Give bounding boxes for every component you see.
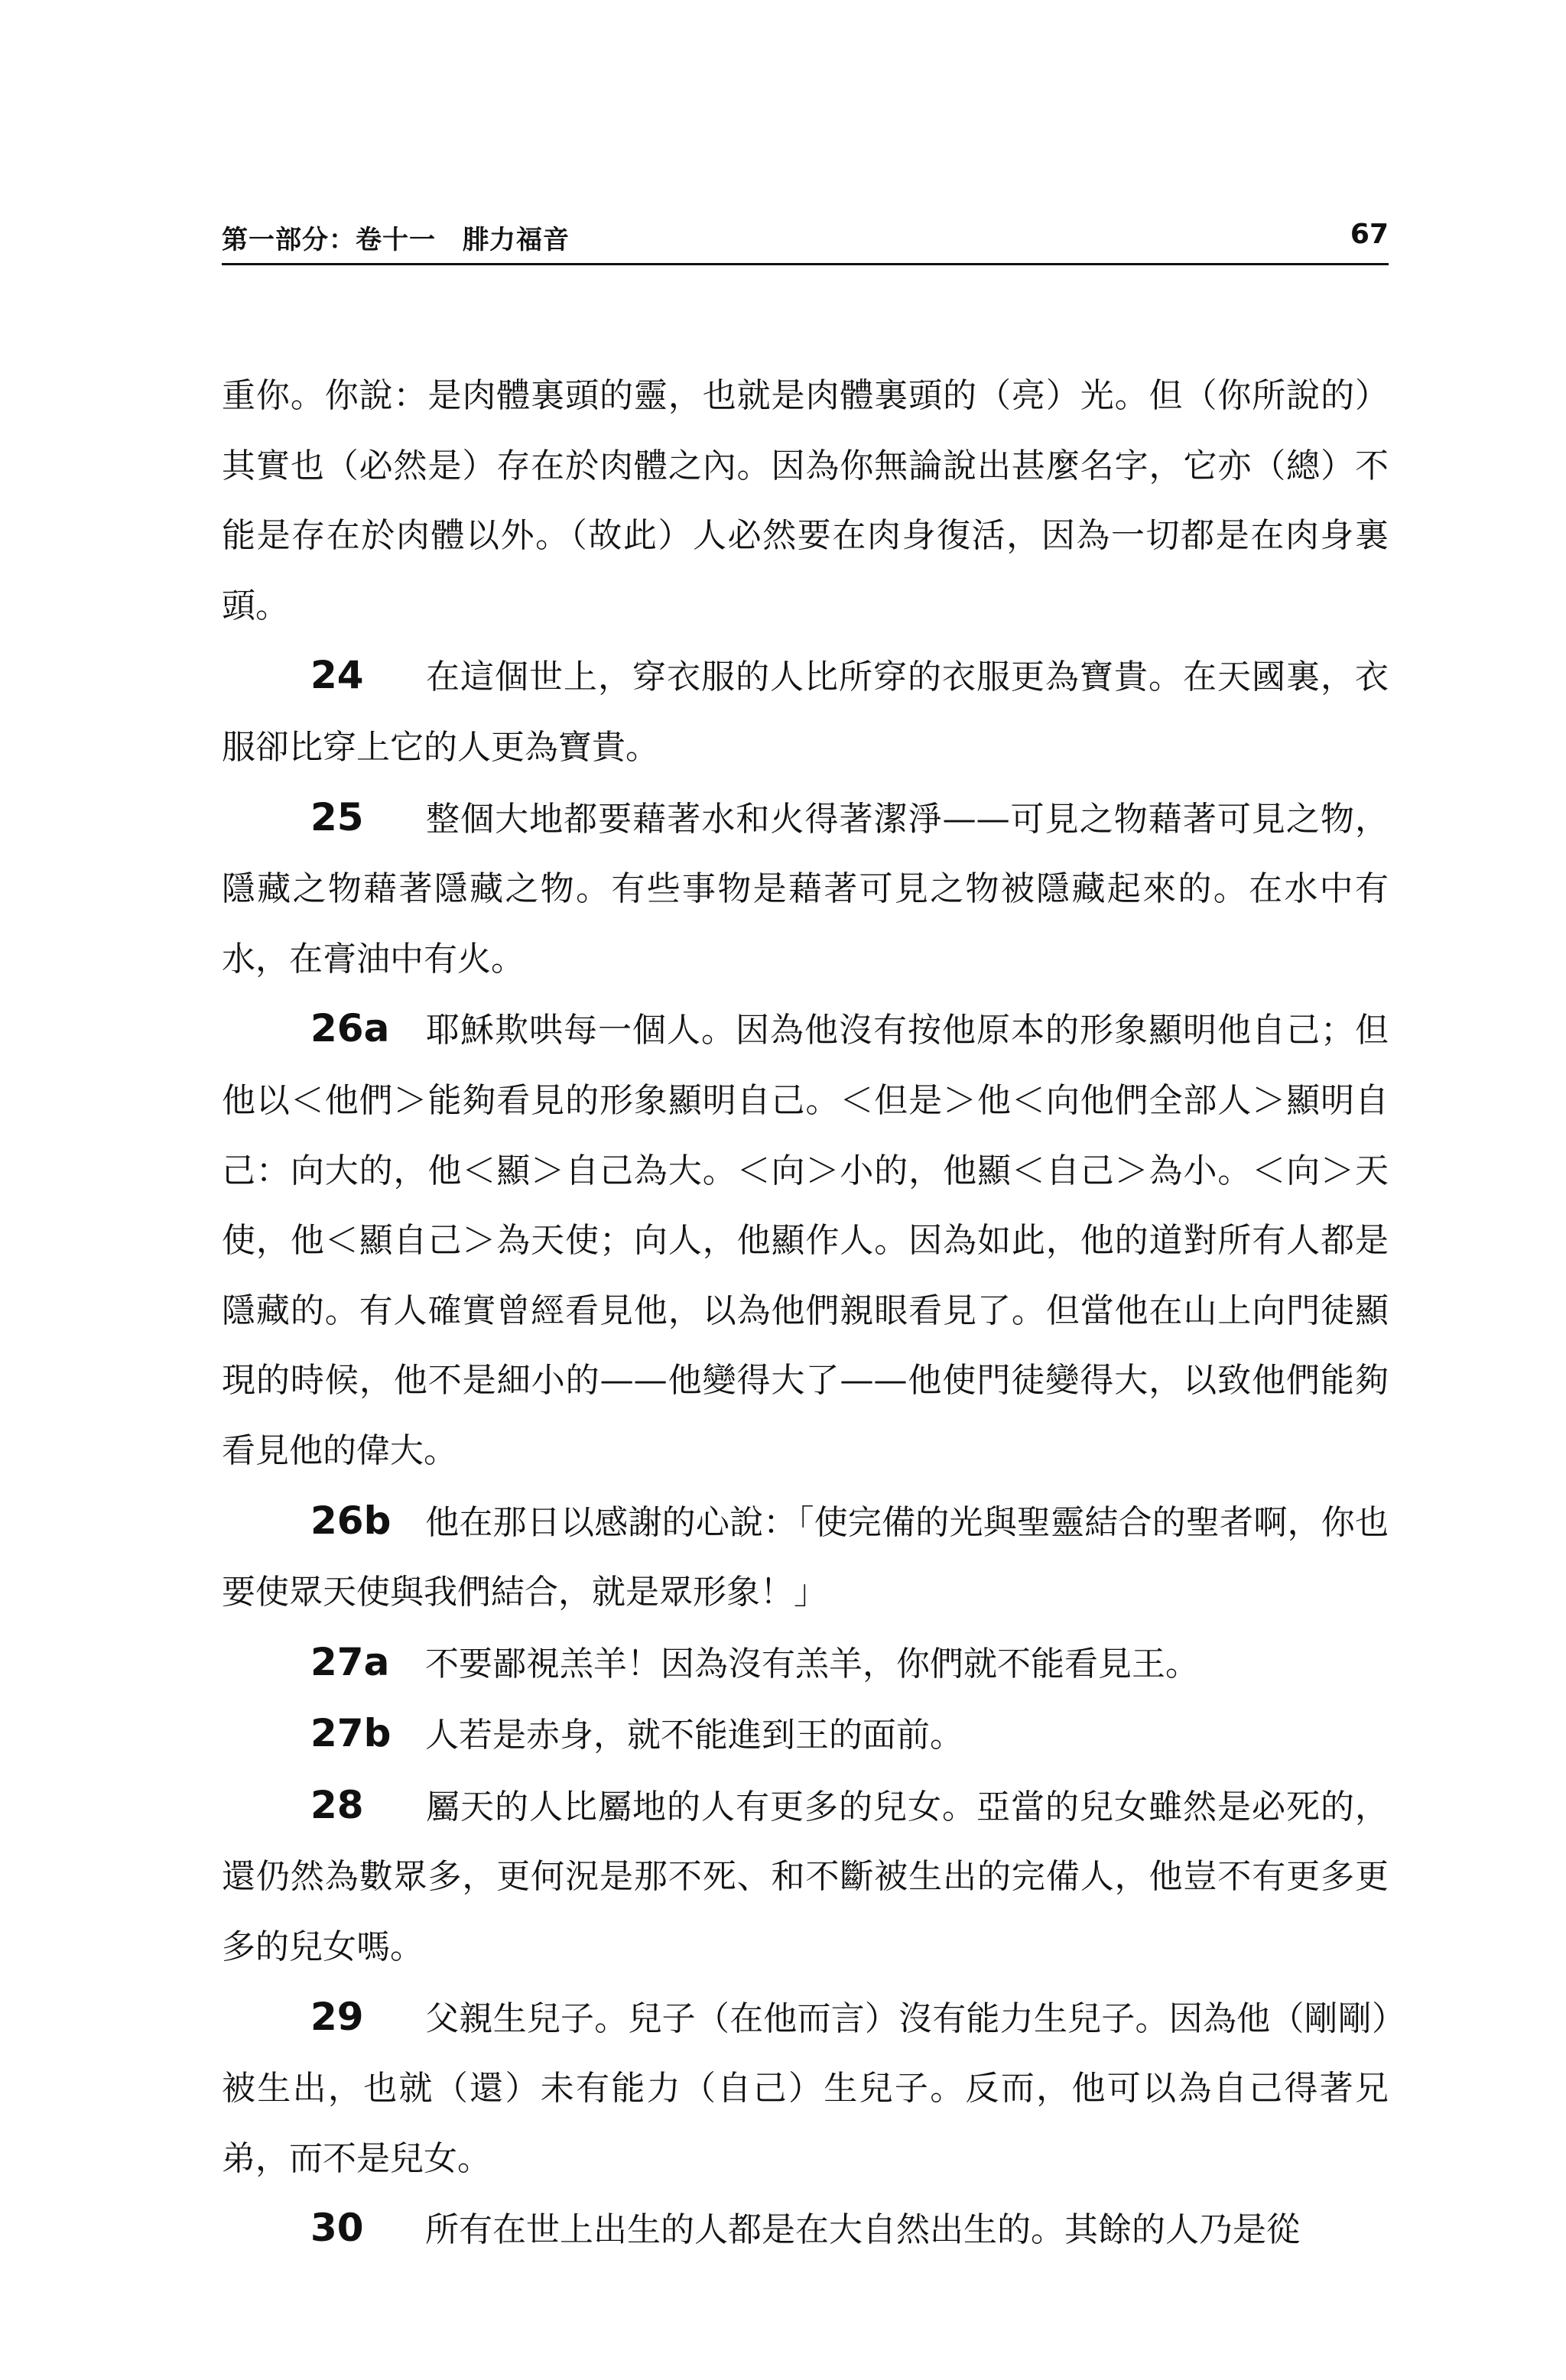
paragraph-text: 不要鄙視羔羊！因為沒有羔羊，你們就不能看見王。	[425, 1644, 1199, 1684]
paragraph-text: 在這個世上，穿衣服的人比所穿的衣服更為寶貴。在天國裏，衣服卻比穿上它的人更為寶貴。	[222, 658, 1389, 767]
paragraph-29	[222, 1982, 1389, 2194]
paragraph-30	[222, 2193, 1389, 2265]
verse-number: 28	[310, 1782, 364, 1827]
paragraph-text: 所有在世上出生的人都是在大自然出生的。其餘的人乃是從	[425, 2210, 1300, 2250]
paragraph-27a	[222, 1628, 1389, 1700]
verse-number: 27b	[310, 1711, 392, 1756]
verse-number: 24	[310, 653, 364, 698]
paragraph-text: 耶穌欺哄每一個人。因為他沒有按他原本的形象顯明他自己；但他以＜他們＞能夠看見的形象顯明自己。＜但是＞他＜向他們全部人＞顯明自己：向大的，他＜顯＞自己為大。＜向＞小的，他顯＜自己＞為小。＜向＞天使，他＜顯自己＞為天使；向人，他顯作人。因為如此，他的道對所有人都是隱藏的。有人確實曾經看見他，以為他們親眼看見了。但當他在山上向門徒顯現的時候，他不是細小的——他變得大了——他使門徒變得大，以致他們能夠看見他的偉大。	[222, 1011, 1389, 1470]
paragraph-text: 他在那日以感謝的心說：「使完備的光與聖靈結合的聖者啊，你也要使眾天使與我們結合，就是眾形象！」	[222, 1502, 1389, 1612]
body-text	[222, 361, 1389, 2265]
paragraph-text: 父親生兒子。兒子（在他而言）沒有能力生兒子。因為他（剛剛）被生出，也就（還）未有能力（自己）生兒子。反而，他可以為自己得著兄弟，而不是兒女。	[222, 1998, 1389, 2178]
paragraph-24	[222, 641, 1389, 782]
paragraph-25	[222, 783, 1389, 995]
paragraph-27b	[222, 1699, 1389, 1771]
verse-number: 26a	[310, 1006, 390, 1051]
verse-number: 25	[310, 794, 364, 839]
paragraph-text: 重你。你說：是肉體裏頭的靈，也就是肉體裏頭的（亮）光。但（你所說的）其實也（必然是）存在於肉體之內。因為你無論說出甚麼名字，它亦（總）不能是存在於肉體以外。（故此）人必然要在肉身復活，因為一切都是在肉身裏頭。	[222, 376, 1389, 625]
verse-number: 26b	[310, 1498, 392, 1543]
page-number: 67	[1350, 219, 1389, 250]
paragraph-26a	[222, 994, 1389, 1485]
paragraph-26b	[222, 1486, 1389, 1628]
verse-number: 29	[310, 1994, 364, 2039]
running-header-title: 第一部分：卷十一 腓力福音	[222, 225, 570, 255]
page-header	[222, 219, 1389, 265]
paragraph-continued	[222, 361, 1389, 641]
verse-number: 27a	[310, 1639, 390, 1684]
paragraph-text: 整個大地都要藉著水和火得著潔淨——可見之物藉著可見之物，隱藏之物藉著隱藏之物。有些事物是藉著可見之物被隱藏起來的。在水中有水，在膏油中有火。	[222, 799, 1389, 979]
paragraph-28	[222, 1771, 1389, 1982]
paragraph-text: 屬天的人比屬地的人有更多的兒女。亞當的兒女雖然是必死的，還仍然為數眾多，更何況是那不死、和不斷被生出的完備人，他豈不有更多更多的兒女嗎。	[222, 1787, 1389, 1967]
paragraph-text: 人若是赤身，就不能進到王的面前。	[425, 1716, 963, 1755]
verse-number: 30	[310, 2206, 364, 2251]
